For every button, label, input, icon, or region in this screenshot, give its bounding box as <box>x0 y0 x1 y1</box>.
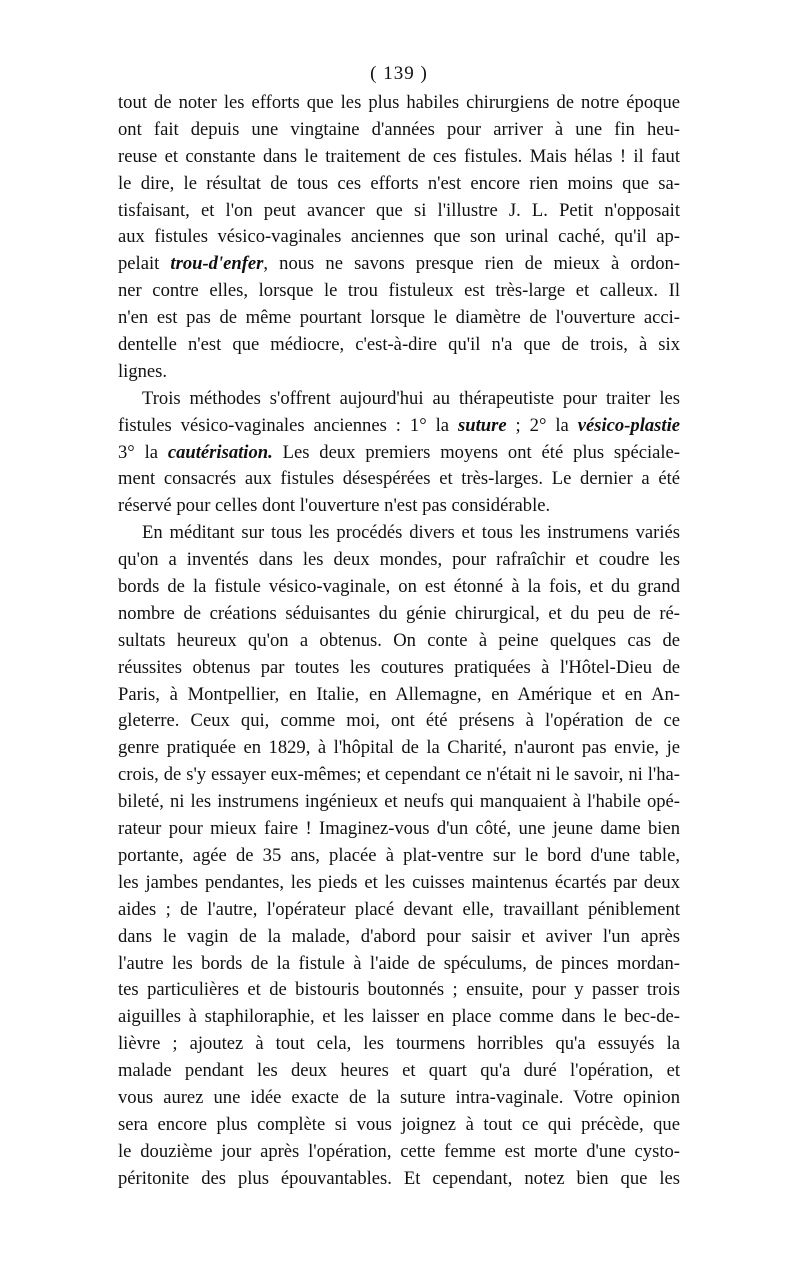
text-line: n'en est pas de même pourtant lorsque le diamètre de l'ouverture acci- <box>118 307 680 329</box>
text-line: lignes. <box>118 360 168 382</box>
text-line: les jambes pendantes, les pieds et les cuisses maintenus écartés par deux <box>118 871 680 893</box>
text-line: bileté, ni les instrumens ingénieux et neufs qui manquaient à l'habile opé- <box>118 791 680 813</box>
book-page <box>118 62 680 1242</box>
italic-term: vésico-plastie <box>577 414 680 436</box>
text-line: ont fait depuis une vingtaine d'années pour arriver à une fin heu- <box>118 118 680 140</box>
text-line: lièvre ; ajoutez à tout cela, les tourmens horribles qu'a essuyés la <box>118 1033 680 1055</box>
text-line: tes particulières et de bistouris boutonnés ; ensuite, pour y passer trois <box>118 979 680 1001</box>
text-line: tisfaisant, et l'on peut avancer que si l'illustre J. L. Petit n'opposait <box>118 199 680 221</box>
text-line: ner contre elles, lorsque le trou fistuleux est très-large et calleux. Il <box>118 280 680 302</box>
text-line: l'autre les bords de la fistule à l'aide de spéculums, de pinces mordan- <box>118 952 680 974</box>
text-line: aides ; de l'autre, l'opérateur placé devant elle, travaillant péniblement <box>118 898 680 920</box>
page-number: ( 139 ) <box>370 63 428 84</box>
text-line: dans le vagin de la malade, d'abord pour saisir et aviver l'un après <box>118 925 680 947</box>
italic-term: cautérisation. <box>167 441 273 463</box>
text-line: malade pendant les deux heures et quart qu'a duré l'opération, et <box>118 1060 680 1082</box>
text-line: dentelle n'est que médiocre, c'est-à-dire qu'il n'a que de trois, à six <box>118 334 680 356</box>
text-line: genre pratiquée en 1829, à l'hôpital de la Charité, n'auront pas envie, je <box>118 737 680 759</box>
text-line: reuse et constante dans le traitement de ces fistules. Mais hélas ! il faut <box>118 145 680 167</box>
text-segment: 3° la <box>118 441 168 463</box>
text-line: En méditant sur tous les procédés divers et tous les instrumens variés <box>142 522 680 544</box>
text-line: rateur pour mieux faire ! Imaginez-vous d'un côté, une jeune dame bien <box>118 818 680 840</box>
text-segment: pelait <box>118 253 171 275</box>
body-text <box>118 90 680 1193</box>
italic-term: suture <box>458 414 507 436</box>
text-line: Trois méthodes s'offrent aujourd'hui au thérapeutiste pour traiter les <box>142 387 680 409</box>
italic-term: trou-d'enfer <box>170 253 264 275</box>
text-line: crois, de s'y essayer eux-mêmes; et cependant ce n'était ni le savoir, ni l'ha- <box>118 764 680 786</box>
text-line: le dire, le résultat de tous ces efforts n'est encore rien moins que sa- <box>118 172 680 194</box>
text-line: péritonite des plus épouvantables. Et cependant, notez bien que les <box>118 1167 680 1189</box>
text-line: bords de la fistule vésico-vaginale, on est étonné à la fois, et du grand <box>118 576 680 598</box>
text-line: gleterre. Ceux qui, comme moi, ont été présens à l'opération de ce <box>118 710 680 732</box>
text-segment: ; 2° la <box>506 414 578 436</box>
text-line: réservé pour celles dont l'ouverture n'est pas considérable. <box>118 495 551 517</box>
text-segment: Les deux premiers moyens ont été plus spéciale- <box>272 441 680 463</box>
text-line: réussites obtenus par toutes les coutures pratiquées à l'Hôtel-Dieu de <box>118 656 680 678</box>
text-line: vous aurez une idée exacte de la suture intra-vaginale. Votre opinion <box>118 1086 680 1108</box>
text-line <box>118 413 680 440</box>
text-line: qu'on a inventés dans les deux mondes, pour rafraîchir et coudre les <box>118 549 680 571</box>
text-line: ment consacrés aux fistules désespérées et très-larges. Le dernier a été <box>118 468 680 490</box>
text-line: le douzième jour après l'opération, cette femme est morte d'une cysto- <box>118 1140 680 1162</box>
text-line: aux fistules vésico-vaginales anciennes que son urinal caché, qu'il ap- <box>118 226 680 248</box>
text-line: sultats heureux qu'on a obtenus. On conte à peine quelques cas de <box>118 629 680 651</box>
text-line: portante, agée de 35 ans, placée à plat-ventre sur le bord d'une table, <box>118 844 680 866</box>
text-line: aiguilles à staphiloraphie, et les laisser en place comme dans le bec-de- <box>118 1006 680 1028</box>
text-line <box>118 251 680 278</box>
text-line: Paris, à Montpellier, en Italie, en Allemagne, en Amérique et en An- <box>118 683 680 705</box>
text-line <box>118 440 680 467</box>
text-segment: , nous ne savons presque rien de mieux à ordon- <box>263 253 680 275</box>
text-line: tout de noter les efforts que les plus habiles chirurgiens de notre époque <box>118 92 680 113</box>
text-segment: fistules vésico-vaginales anciennes : 1° la <box>118 414 459 436</box>
text-line: sera encore plus complète si vous joignez à tout ce qui précède, que <box>118 1113 680 1135</box>
text-line: nombre de créations séduisantes du génie chirurgical, et du peu de ré- <box>118 602 680 624</box>
